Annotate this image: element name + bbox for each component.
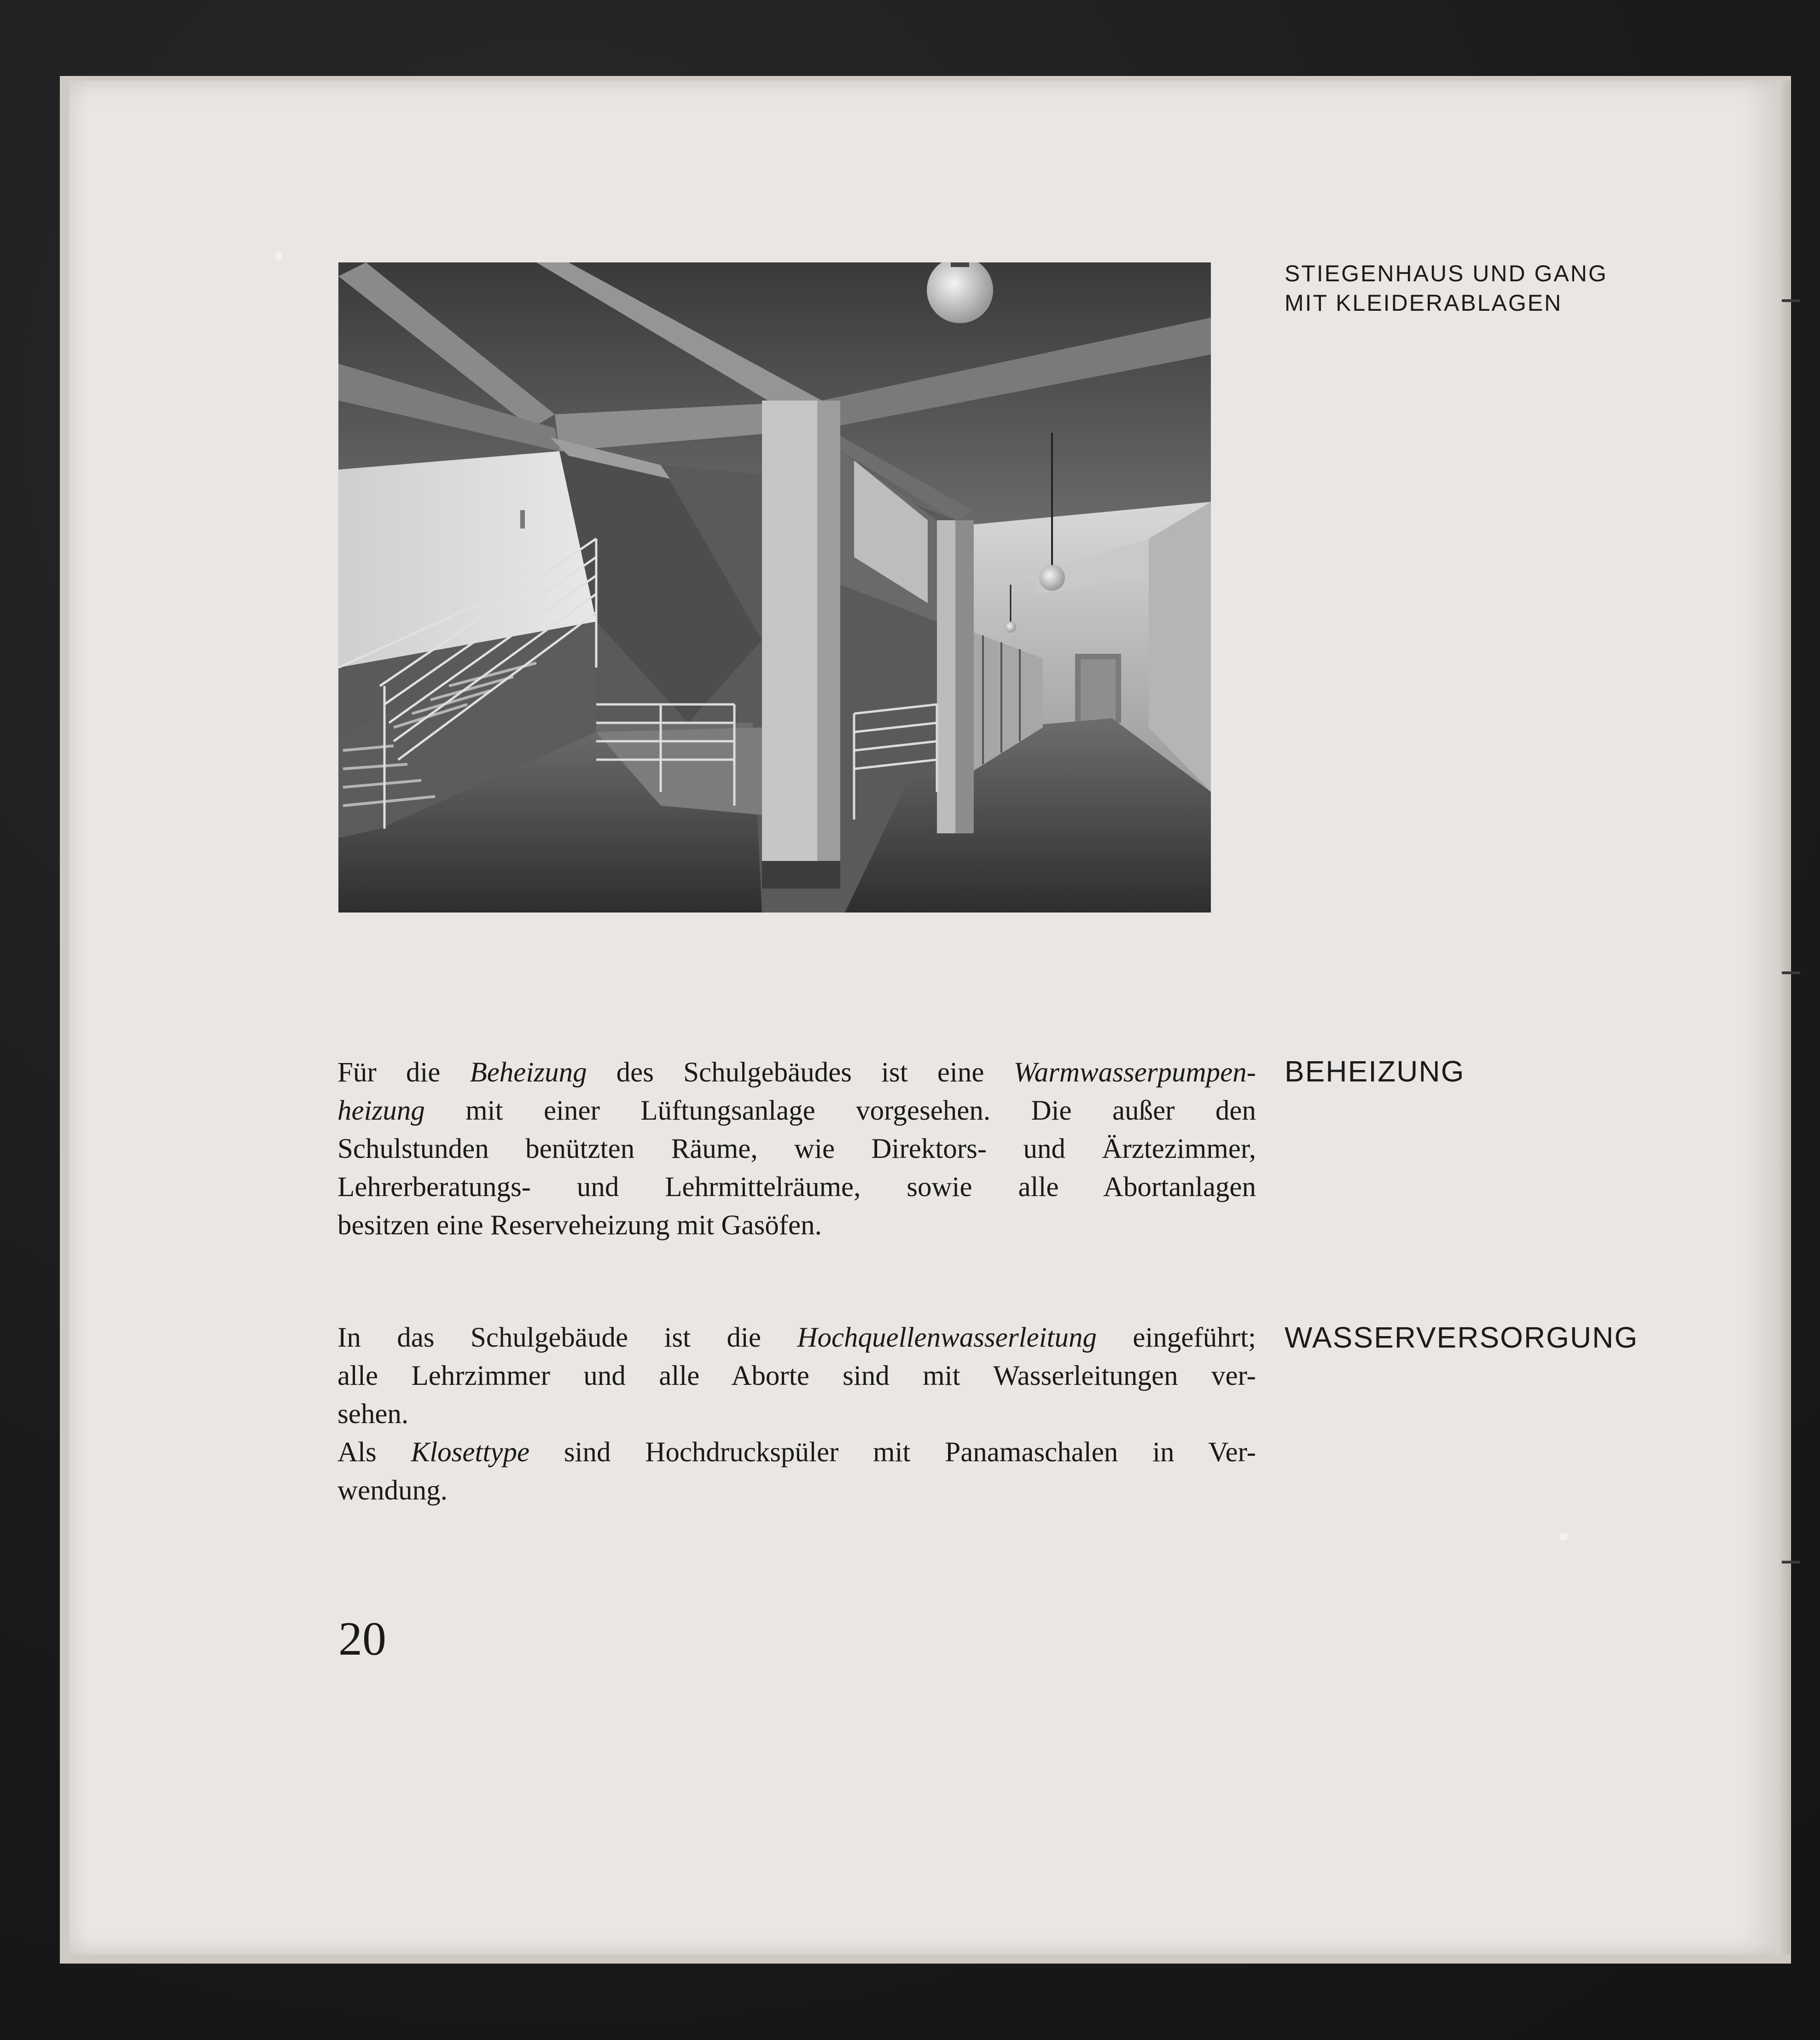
text-run: In das Schulgebäude ist die [337,1322,797,1353]
binding-clip [1782,299,1800,302]
text-run: Für die [337,1057,470,1088]
binding-clip [1782,1561,1800,1563]
italic-term: heizung [337,1095,425,1126]
page-number: 20 [338,1612,386,1665]
italic-term: Warmwasserpumpen- [1013,1057,1256,1088]
caption-line: MIT KLEIDERABLAGEN [1285,290,1563,316]
text-line [337,1092,1256,1130]
text-line [337,1319,1256,1357]
italic-term: Klosettype [411,1437,530,1468]
page-gutter-edge [1777,81,1790,1954]
text-run: eingeführt; [1096,1322,1256,1353]
heading-wasserversorgung: WASSERVERSORGUNG [1285,1321,1639,1354]
italic-term: Hochquellenwasserleitung [797,1322,1097,1353]
text-run: des Schulgebäudes ist eine [587,1057,1014,1088]
text-line: besitzen eine Reserveheizung mit Gasöfen. [337,1210,822,1241]
paper-mark [1560,1533,1567,1540]
text-run: Als [337,1437,411,1468]
caption-line: STIEGENHAUS UND GANG [1285,261,1608,286]
italic-term: Beheizung [470,1057,587,1088]
paper-mark [275,252,283,260]
photo-caption [1285,259,1608,318]
text-line [337,1433,1256,1471]
text-run: mit einer Lüftungsanlage vorgesehen. Die außer den [424,1095,1256,1126]
text-line: Lehrerberatungs- und Lehrmittelräume, sowie alle Abortanlagen [337,1172,1256,1203]
binding-clip [1782,971,1800,974]
paragraph-beheizung [337,1053,1256,1244]
heading-beheizung: BEHEIZUNG [1285,1055,1465,1088]
stairwell-photograph [338,262,1211,912]
stairwell-photo-drawing [338,262,1211,912]
text-line: sehen. [337,1399,409,1430]
text-run: sind Hochdruckspüler mit Panamaschalen in Ver- [529,1437,1256,1468]
paragraph-wasserversorgung [337,1319,1256,1510]
text-line: wendung. [337,1475,448,1506]
text-line: alle Lehrzimmer und alle Aborte sind mit Wasserleitungen ver- [337,1360,1256,1391]
text-line [337,1053,1256,1092]
text-line: Schulstunden benützten Räume, wie Direktors- und Ärztezimmer, [337,1133,1256,1164]
